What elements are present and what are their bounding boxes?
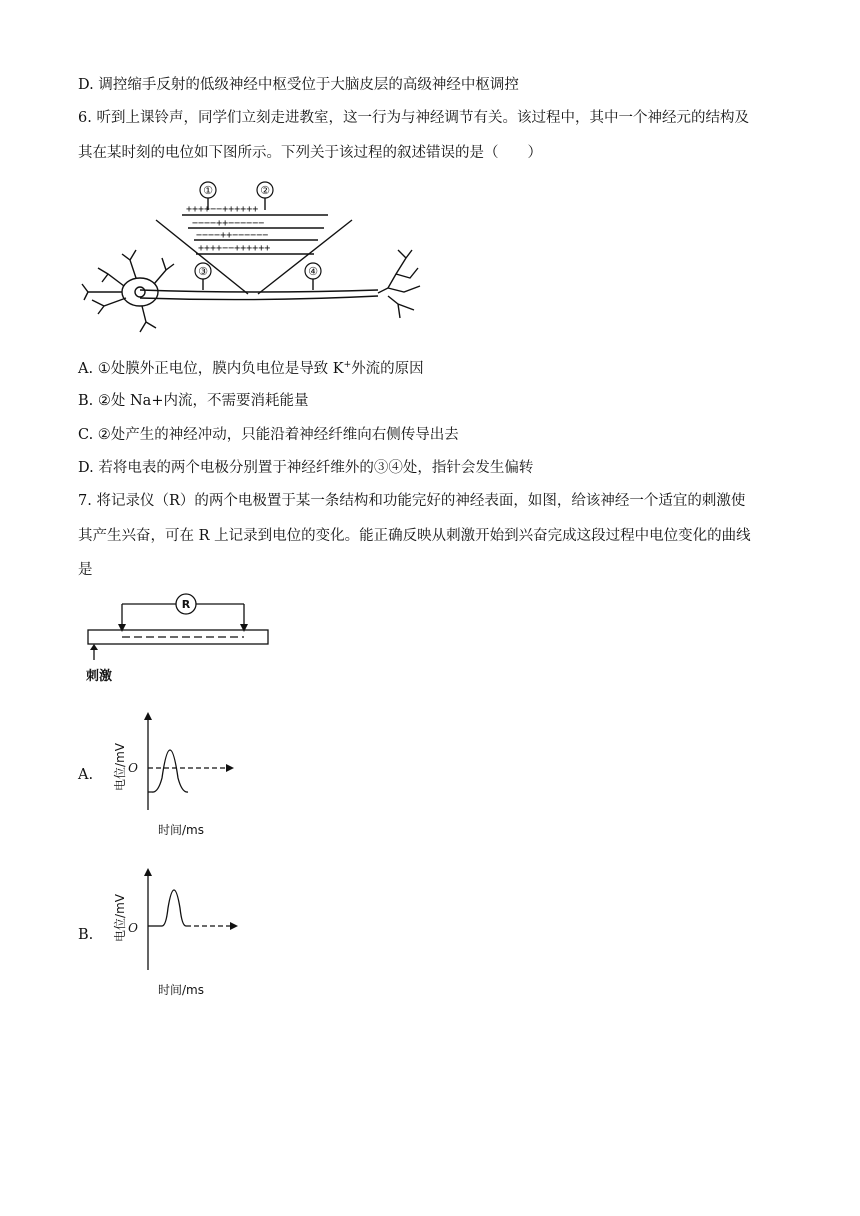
q6-option-b: B. ②处 Na+内流，不需要消耗能量 [78,393,309,409]
option-b-graph [108,868,248,1000]
q6-option-d: D. 若将电表的两个电极分别置于神经纤维外的③④处，指针会发生偏转 [78,460,534,476]
q7-option-b-label: B. [78,927,94,943]
x-axis-label: 时间/ms [158,983,204,997]
q6-option-a: A. ①处膜外正电位，膜内负电位是导致 K+外流的原因 [78,360,424,377]
charge-row-1: ++++−−++++++ [186,204,259,215]
recorder-figure [84,592,284,692]
q6-stem-line2: 其在某时刻的电位如下图所示。下列关于该过程的叙述错误的是（ ） [78,145,542,161]
origin-label: O [128,921,138,935]
label-1: ① [203,184,213,197]
prev-option-d: D. 调控缩手反射的低级神经中枢受位于大脑皮层的高级神经中枢调控 [78,77,519,93]
option-a-graph [108,712,248,840]
recorder-r-label: R [181,598,191,611]
stimulus-label: 刺激 [86,669,113,684]
q6-stem-line1: 6. 听到上课铃声，同学们立刻走进教室，这一行为与神经调节有关。该过程中，其中一个神经元的结构及 [78,110,749,126]
q7-option-a-label: A. [78,767,94,783]
q7-stem-line2: 其产生兴奋，可在 R 上记录到电位的变化。能正确反映从刺激开始到兴奋完成这段过程中电位变化的曲线 [78,528,751,544]
charge-row-4: ++++−−++++++ [198,243,271,254]
label-3: ③ [198,265,208,278]
origin-label: O [128,761,138,775]
label-4: ④ [308,265,318,278]
y-axis-label: 电位/mV [113,743,127,791]
label-2: ② [260,184,270,197]
neuron-figure [78,178,428,338]
charge-row-3: −−−−++−−−−−− [196,230,269,241]
q6-option-c: C. ②处产生的神经冲动，只能沿着神经纤维向右侧传导出去 [78,427,459,443]
charge-row-2: −−−−++−−−−−− [192,218,265,229]
q7-stem-line3: 是 [78,562,93,578]
x-axis-label: 时间/ms [158,823,204,837]
y-axis-label: 电位/mV [113,894,127,942]
q7-stem-line1: 7. 将记录仪（R）的两个电极置于某一条结构和功能完好的神经表面，如图，给该神经一个适宜的刺激使 [78,493,746,509]
